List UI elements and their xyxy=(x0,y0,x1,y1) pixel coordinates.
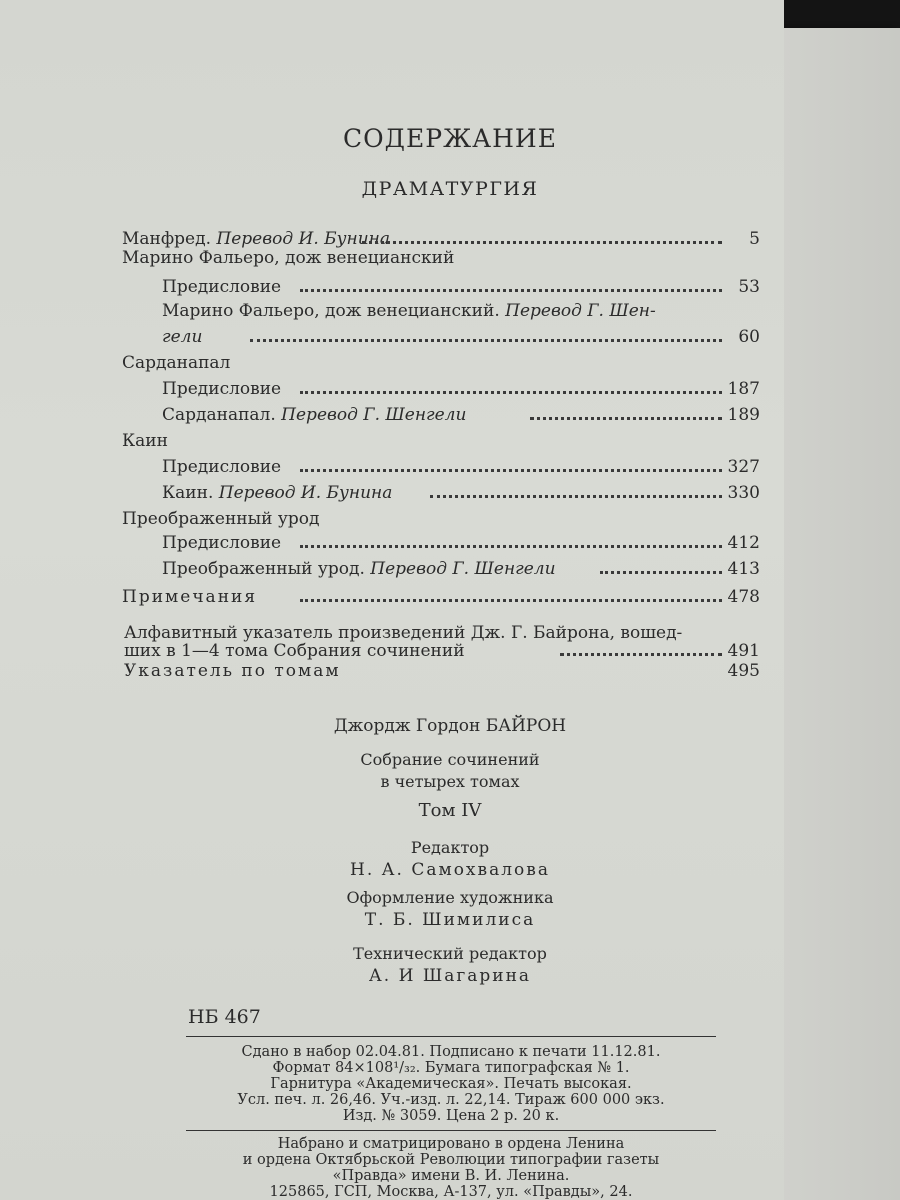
toc-entry-title: Примечания xyxy=(122,587,258,607)
toc-row xyxy=(0,274,784,300)
toc-entry-title: Марино Фальеро, дож венецианский. xyxy=(162,301,506,321)
toc-page-number: 495 xyxy=(727,661,760,681)
imprint-work-line2: в четырех томах xyxy=(380,772,520,791)
toc-entry-translator: гели xyxy=(162,327,203,347)
toc-entry-label xyxy=(122,245,454,271)
toc-entry-label xyxy=(122,428,168,454)
dot-leader xyxy=(362,226,722,244)
colophon-line: Сдано в набор 02.04.81. Подписано к печати 11.12.81. xyxy=(241,1044,661,1060)
toc-entry-title: Марино Фальеро, дож венецианский xyxy=(122,248,455,268)
toc-entry-translator: Перевод И. Бунина xyxy=(216,229,391,249)
nb-number: НБ 467 xyxy=(188,1006,261,1028)
toc-row xyxy=(0,402,784,428)
toc-page-number: 330 xyxy=(727,483,760,503)
printer-line: «Правда» имени В. И. Ленина. xyxy=(332,1168,570,1184)
toc-page-number: 187 xyxy=(727,379,760,399)
toc-page-number: 412 xyxy=(727,533,760,553)
toc-row xyxy=(0,530,784,556)
toc-entry-label xyxy=(122,584,257,610)
dot-leader xyxy=(300,274,722,292)
dot-leader xyxy=(430,480,722,498)
toc-entry-label xyxy=(162,298,656,324)
toc-row xyxy=(0,454,784,480)
tech-editor-name: А. И Шагарина xyxy=(368,966,532,986)
colophon-top-rule xyxy=(186,1036,716,1037)
toc-row xyxy=(0,298,784,324)
colophon-bottom-rule xyxy=(186,1130,716,1131)
artist-name: Т. Б. Шимилиса xyxy=(364,910,536,930)
toc-row xyxy=(0,480,784,506)
dot-leader xyxy=(300,530,722,548)
toc-entry-label xyxy=(162,556,556,582)
tech-editor-label: Технический редактор xyxy=(353,944,547,963)
toc-entry-title: Предисловие xyxy=(162,277,282,297)
toc-entry-title: Предисловие xyxy=(162,379,282,399)
toc-entry-translator: Перевод Г. Шен- xyxy=(505,301,656,321)
toc-entry-translator: Перевод И. Бунина xyxy=(218,483,393,503)
dot-leader xyxy=(300,584,722,602)
printer-line: и ордена Октябрьской Революции типографии газеты xyxy=(242,1152,660,1168)
toc-page-number: 189 xyxy=(727,405,760,425)
dot-leader xyxy=(300,376,722,394)
toc-entry-title: Преображенный урод xyxy=(122,509,320,529)
artist-label: Оформление художника xyxy=(346,888,554,907)
dot-leader xyxy=(530,402,722,420)
page-title: СОДЕРЖАНИЕ xyxy=(343,124,557,153)
toc-page-number: 53 xyxy=(738,277,760,297)
toc-row xyxy=(0,350,784,376)
toc-entry-label xyxy=(162,402,466,428)
toc-row xyxy=(0,324,784,350)
toc-entry-title: Предисловие xyxy=(162,533,282,553)
dot-leader xyxy=(600,556,722,574)
toc-entry-label xyxy=(162,530,281,556)
toc-row xyxy=(0,658,784,684)
toc-row xyxy=(0,376,784,402)
toc-page-number: 478 xyxy=(727,587,760,607)
toc-row xyxy=(0,245,784,271)
toc-row xyxy=(0,584,784,610)
dot-leader xyxy=(250,324,722,342)
toc-row xyxy=(0,556,784,582)
toc-page-number: 5 xyxy=(749,229,760,249)
toc-entry-translator: Перевод Г. Шенгели xyxy=(281,405,467,425)
editor-name: Н. А. Самохвалова xyxy=(350,860,550,880)
colophon-line: Формат 84×108¹/₃₂. Бумага типографская № 1. xyxy=(272,1060,630,1076)
printer-line: Набрано и сматрицировано в ордена Ленина xyxy=(277,1136,625,1152)
imprint-work-line1: Собрание сочинений xyxy=(360,750,540,769)
toc-entry-title: Сарданапал. xyxy=(162,405,282,425)
toc-entry-title: Преображенный урод. xyxy=(162,559,371,579)
dot-leader xyxy=(300,454,722,472)
toc-entry-label xyxy=(162,376,281,402)
dot-leader xyxy=(560,638,722,656)
printer-line: 125865, ГСП, Москва, А-137, ул. «Правды», 24. xyxy=(269,1184,633,1200)
colophon-line: Усл. печ. л. 26,46. Уч.-изд. л. 22,14. Тираж 600 000 экз. xyxy=(237,1092,665,1108)
toc-row xyxy=(0,506,784,532)
toc-entry-label xyxy=(124,658,341,684)
toc-entry-title: Манфред. xyxy=(122,229,217,249)
toc-entry-label xyxy=(122,506,319,532)
toc-row xyxy=(0,428,784,454)
toc-entry-label xyxy=(122,350,230,376)
imprint-volume: Том IV xyxy=(418,800,482,821)
toc-entry-title: Каин xyxy=(122,431,168,451)
toc-page-number: 413 xyxy=(727,559,760,579)
toc-entry-label xyxy=(162,274,281,300)
toc-page-number: 327 xyxy=(727,457,760,477)
toc-entry-translator: Перевод Г. Шенгели xyxy=(370,559,556,579)
colophon-line: Гарнитура «Академическая». Печать высокая. xyxy=(270,1076,632,1092)
toc-entry-title: Каин. xyxy=(162,483,219,503)
toc-entry-label xyxy=(162,324,202,350)
editor-label: Редактор xyxy=(410,838,490,857)
toc-entry-title: Алфавитный указатель произведений Дж. Г. Байрона, вошед- xyxy=(124,623,683,643)
toc-entry-title: ших в 1—4 тома Собрания сочинений xyxy=(124,641,465,661)
toc-entry-label xyxy=(162,454,281,480)
toc-entry-title: Сарданапал xyxy=(122,353,231,373)
section-heading: ДРАМАТУРГИЯ xyxy=(361,178,539,200)
toc-entry-title: Предисловие xyxy=(162,457,282,477)
imprint-author: Джордж Гордон БАЙРОН xyxy=(333,716,567,736)
toc-entry-label xyxy=(162,480,392,506)
toc-page-number: 491 xyxy=(727,641,760,661)
next-page-edge xyxy=(780,28,900,1200)
colophon-line: Изд. № 3059. Цена 2 р. 20 к. xyxy=(342,1108,560,1124)
toc-page-number: 60 xyxy=(738,327,760,347)
toc-entry-title: Указатель по томам xyxy=(124,661,341,681)
